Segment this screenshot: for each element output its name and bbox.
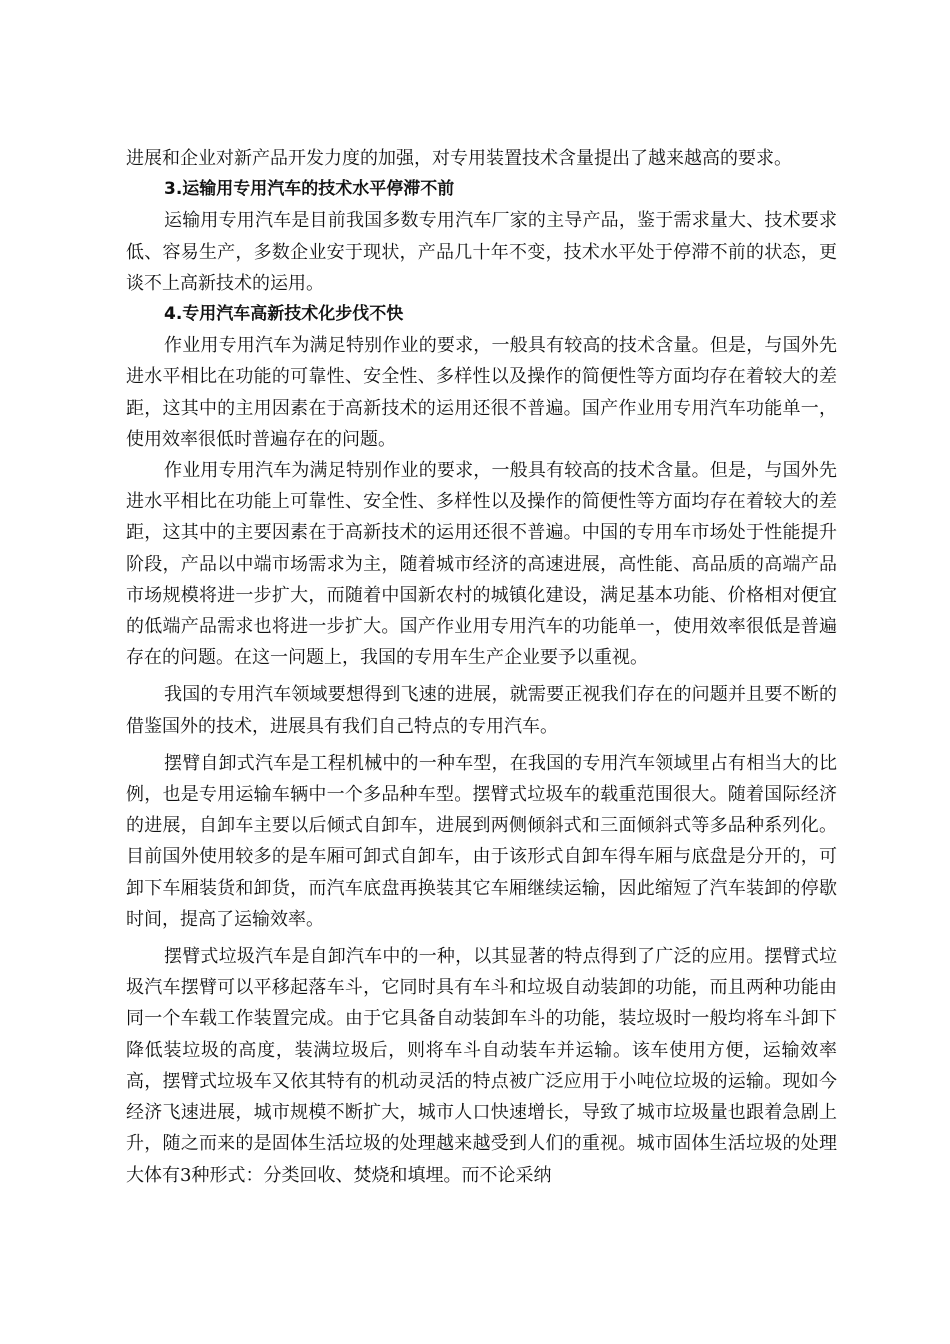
document-body bbox=[126, 143, 837, 1191]
paragraph-dump-truck: 摆臂自卸式汽车是工程机械中的一种车型，在我国的专用汽车领域里占有相当大的比例，也是专用运输车辆中一个多品种车型。摆臂式垃圾车的载重范围很大。随着国际经济的进展，自卸车主要以后倾式自卸车，进展到两侧倾斜式和三面倾斜式等多品种系列化。目前国外使用较多的是车厢可卸式自卸车，由于该形式自卸车得车厢与底盘是分开的，可卸下车厢装货和卸货，而汽车底盘再换装其它车厢继续运输，因此缩短了汽车装卸的停歇时间，提高了运输效率。 bbox=[126, 752, 837, 930]
paragraph-continued: 进展和企业对新产品开发力度的加强，对专用装置技术含量提出了越来越高的要求。 bbox=[126, 148, 792, 169]
section-heading-3: 3.运输用专用汽车的技术水平停滞不前 bbox=[164, 179, 455, 200]
paragraph-operation-vehicles-2: 作业用专用汽车为满足特别作业的要求，一般具有较高的技术含量。但是，与国外先进水平相比在功能上可靠性、安全性、多样性以及操作的简便性等方面均存在着较大的差距，这其中的主要因素在于高新技术的运用还很不普遍。中国的专用车市场处于性能提升阶段，产品以中端市场需求为主，随着城市经济的高速进展，高性能、高品质的高端产品市场规模将进一步扩大，而随着中国新农村的城镇化建设，满足基本功能、价格相对便宜的低端产品需求也将进一步扩大。国产作业用专用汽车的功能单一，使用效率很低是普遍存在的问题。在这一问题上，我国的专用车生产企业要予以重视。 bbox=[126, 460, 837, 669]
paragraph-swing-arm-garbage-truck: 摆臂式垃圾汽车是自卸汽车中的一种，以其显著的特点得到了广泛的应用。摆臂式垃圾汽车摆臂可以平移起落车斗，它同时具有车斗和垃圾自动装卸的功能，而且两种功能由同一个车载工作装置完成。由于它具备自动装卸车斗的功能，装垃圾时一般均将车斗卸下降低装垃圾的高度，装满垃圾后，则将车斗自动装车并运输。该车使用方便，运输效率高，摆臂式垃圾车又依其特有的机动灵活的特点被广泛应用于小吨位垃圾的运输。现如今经济飞速进展，城市规模不断扩大，城市人口快速增长，导致了城市垃圾量也跟着急剧上升，随之而来的是固体生活垃圾的处理越来越受到人们的重视。城市固体生活垃圾的处理大体有3种形式：分类回收、焚烧和填埋。而不论采纳 bbox=[126, 946, 837, 1186]
paragraph-development: 我国的专用汽车领域要想得到飞速的进展，就需要正视我们存在的问题并且要不断的借鉴国外的技术，进展具有我们自己特点的专用汽车。 bbox=[126, 684, 837, 737]
section-heading-4: 4.专用汽车高新技术化步伐不快 bbox=[164, 304, 404, 325]
paragraph-transport-vehicles: 运输用专用汽车是目前我国多数专用汽车厂家的主导产品，鉴于需求量大、技术要求低、容易生产，多数企业安于现状，产品几十年不变，技术水平处于停滞不前的状态，更谈不上高新技术的运用。 bbox=[126, 210, 837, 294]
paragraph-operation-vehicles-1: 作业用专用汽车为满足特别作业的要求，一般具有较高的技术含量。但是，与国外先进水平相比在功能的可靠性、安全性、多样性以及操作的简便性等方面均存在着较大的差距，这其中的主用因素在于高新技术的运用还很不普遍。国产作业用专用汽车功能单一，使用效率很低时普遍存在的问题。 bbox=[126, 335, 837, 450]
